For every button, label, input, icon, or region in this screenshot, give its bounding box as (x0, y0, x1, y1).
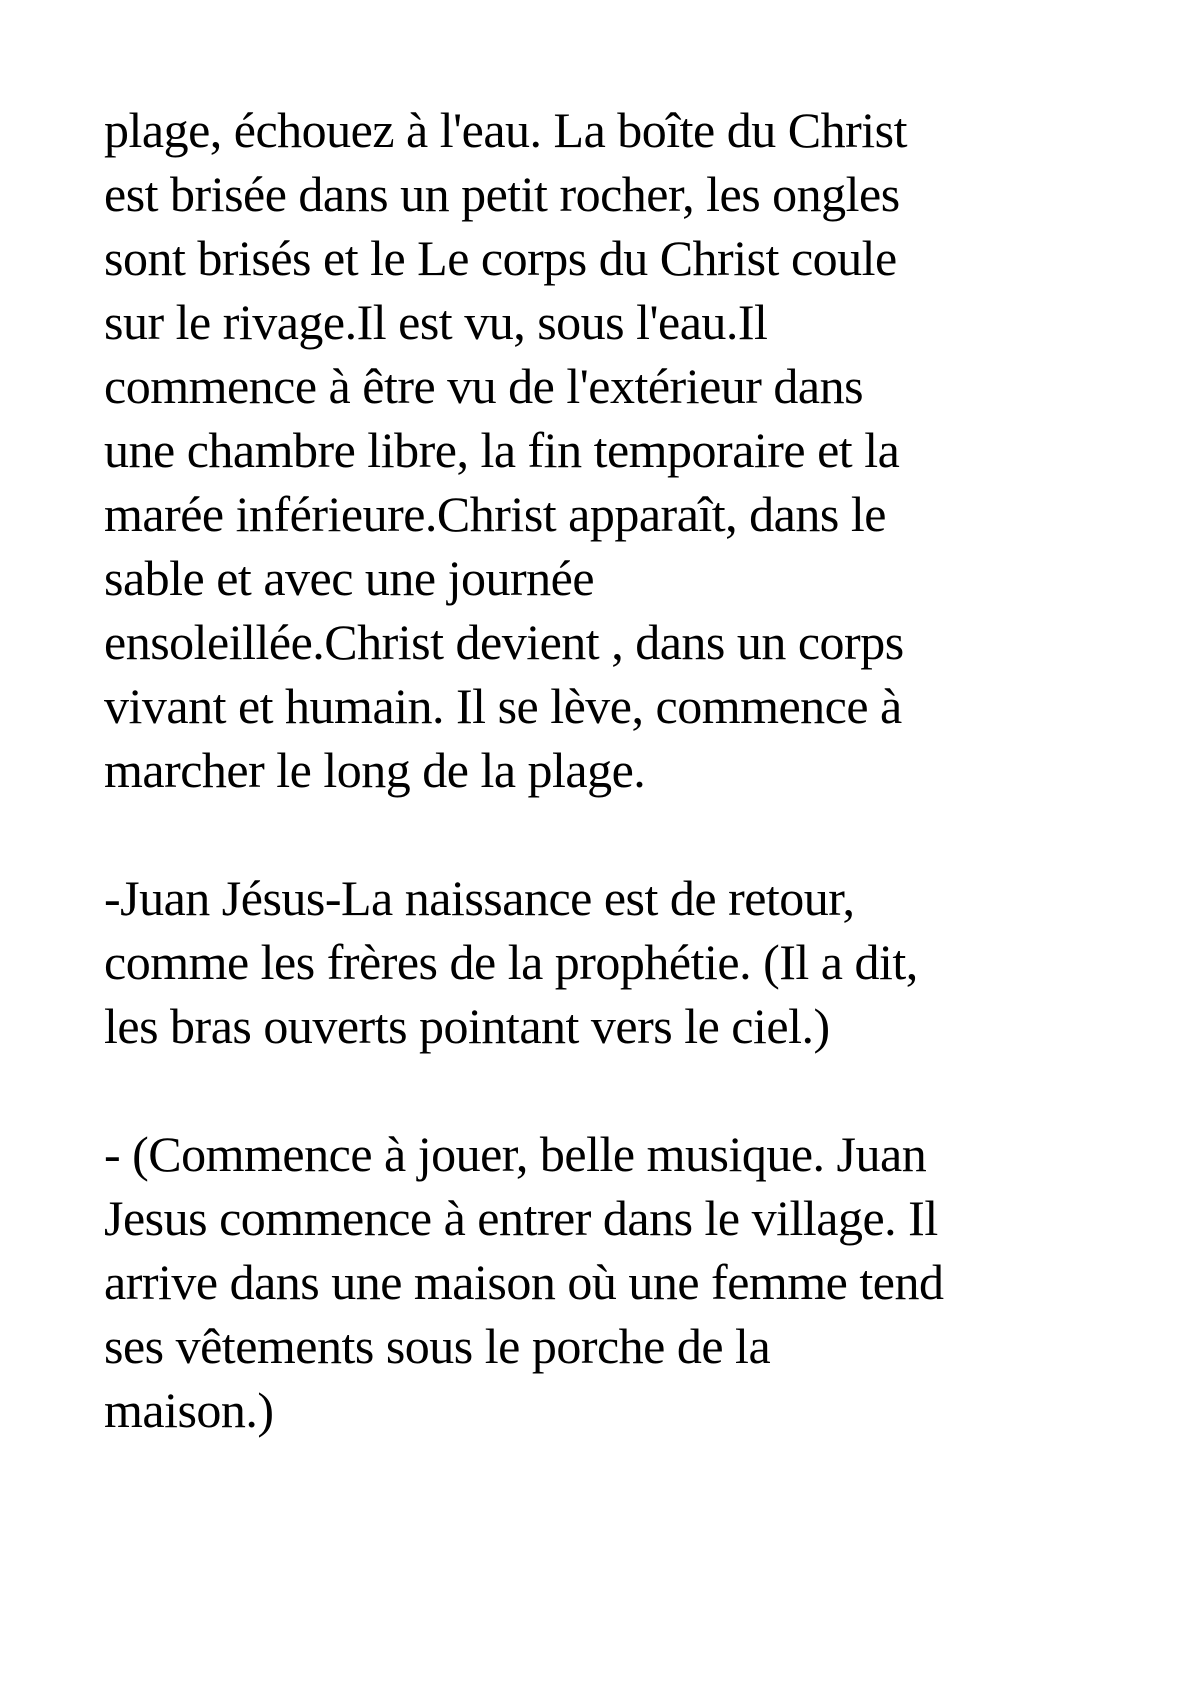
text-line: est brisée dans un petit rocher, les ongles (104, 166, 900, 222)
text-line: ses vêtements sous le porche de la (104, 1318, 771, 1374)
text-line: comme les frères de la prophétie. (Il a dit, (104, 934, 918, 990)
text-line: maison.) (104, 1382, 274, 1438)
text-line: vivant et humain. Il se lève, commence à (104, 678, 902, 734)
text-line: sont brisés et le Le corps du Christ coule (104, 230, 897, 286)
text-line: commence à être vu de l'extérieur dans (104, 358, 864, 414)
text-line: - (Commence à jouer, belle musique. Juan (104, 1126, 927, 1182)
text-line: plage, échouez à l'eau. La boîte du Christ (104, 102, 907, 158)
paragraph (104, 866, 1099, 1058)
text-line: les bras ouverts pointant vers le ciel.) (104, 998, 830, 1054)
text-line: ensoleillée.Christ devient , dans un corps (104, 614, 904, 670)
text-content (104, 98, 1099, 1442)
text-line: -Juan Jésus-La naissance est de retour, (104, 870, 855, 926)
text-line: sable et avec une journée (104, 550, 595, 606)
paragraph (104, 98, 1099, 802)
text-line: Jesus commence à entrer dans le village. Il (104, 1190, 938, 1246)
text-line: marée inférieure.Christ apparaît, dans le (104, 486, 886, 542)
text-line: sur le rivage.Il est vu, sous l'eau.Il (104, 294, 768, 350)
text-line: arrive dans une maison où une femme tend (104, 1254, 944, 1310)
paragraph (104, 1122, 1099, 1442)
text-line: une chambre libre, la fin temporaire et la (104, 422, 900, 478)
text-line: marcher le long de la plage. (104, 742, 646, 798)
